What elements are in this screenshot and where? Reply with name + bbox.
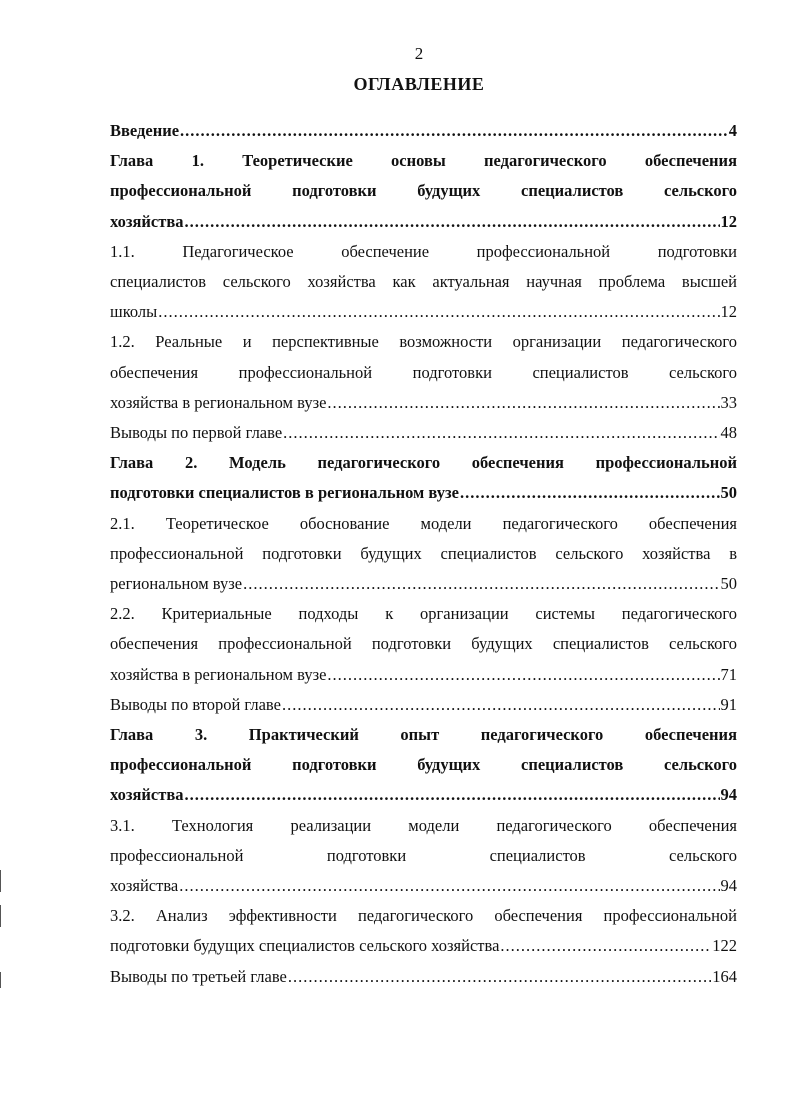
dot-leader — [327, 388, 719, 418]
toc-entry-last-line — [110, 871, 737, 901]
dot-leader — [185, 207, 720, 237]
toc-entry-page-number: 50 — [720, 574, 737, 594]
toc-entry-title: Введение — [110, 121, 180, 140]
toc-entry-text-line: профессиональной подготовки будущих специалистов сельского хозяйства в — [110, 543, 737, 563]
toc-entry-text-line: 3.2. Анализ эффективности педагогического обеспечения профессиональной — [110, 906, 737, 926]
toc-entry-text-line: 1.1. Педагогическое обеспечение профессиональной подготовки — [110, 241, 737, 261]
toc-entry-text-line: специалистов сельского хозяйства как актуальная научная проблема высшей — [110, 272, 737, 292]
dot-leader — [288, 962, 711, 992]
toc-entry[interactable] — [110, 690, 737, 720]
dot-leader — [185, 780, 720, 810]
toc-entry-text-line: 1.2. Реальные и перспективные возможности организации педагогического — [110, 332, 737, 352]
page-number: 2 — [414, 44, 424, 63]
toc-entry[interactable] — [110, 448, 737, 508]
toc-entry[interactable] — [110, 811, 737, 902]
toc-entry-last-line — [110, 388, 737, 418]
toc-entry-last-line — [110, 418, 737, 448]
toc-entry-title: хозяйства в региональном вузе — [110, 664, 327, 684]
toc-entry-title: подготовки специалистов в региональном вузе — [110, 483, 459, 503]
toc-entry-text-line: 2.1. Теоретическое обоснование модели педагогического обеспечения — [110, 513, 737, 533]
toc-entry-page-number: 48 — [720, 423, 737, 443]
toc-entry-last-line — [110, 690, 737, 720]
toc-entry-title: региональном вузе — [110, 574, 243, 594]
toc-entry-last-line — [110, 207, 737, 237]
dot-leader — [158, 297, 719, 327]
toc-entry[interactable] — [110, 116, 737, 146]
toc-entry-last-line — [110, 297, 737, 327]
toc-entry-text-line: профессиональной подготовки будущих специалистов сельского — [110, 181, 737, 201]
toc-entry[interactable] — [110, 962, 737, 992]
toc-entry-last-line — [110, 569, 737, 599]
toc-entry-last-line — [110, 478, 737, 508]
dot-leader — [179, 871, 719, 901]
toc-entry-page-number: 12 — [720, 302, 737, 322]
table-of-contents — [110, 116, 737, 992]
dot-leader — [327, 660, 719, 690]
dot-leader — [283, 418, 719, 448]
toc-entry-title: Выводы по второй главе — [110, 694, 281, 714]
toc-entry-title: школы — [110, 302, 158, 322]
toc-entry-page-number: 94 — [720, 876, 737, 896]
toc-entry-text-line: профессиональной подготовки будущих специалистов сельского — [110, 755, 737, 775]
toc-entry-text-line: профессиональной подготовки специалистов сельского — [110, 845, 737, 865]
toc-entry-page-number: 33 — [720, 392, 737, 412]
toc-entry[interactable] — [110, 720, 737, 811]
toc-entry-title: хозяйства — [110, 876, 179, 896]
toc-entry-title: Выводы по третьей главе — [110, 966, 287, 986]
dot-leader — [180, 116, 728, 146]
scan-mark — [0, 870, 1, 892]
toc-entry[interactable] — [110, 901, 737, 961]
toc-entry[interactable] — [110, 146, 737, 237]
toc-entry-title: Выводы по первой главе — [110, 423, 283, 443]
dot-leader — [282, 690, 720, 720]
toc-entry[interactable] — [110, 327, 737, 418]
toc-entry-title: хозяйства в региональном вузе — [110, 392, 327, 412]
toc-entry-title: хозяйства — [110, 785, 184, 805]
page-title: ОГЛАВЛЕНИЕ — [353, 74, 485, 94]
toc-entry-text-line: обеспечения профессиональной подготовки будущих специалистов сельского — [110, 634, 737, 654]
toc-entry-page-number: 122 — [712, 936, 737, 956]
toc-entry-title: хозяйства — [110, 211, 184, 231]
toc-entry-page-number: 12 — [720, 211, 737, 231]
toc-entry-page-number: 91 — [720, 694, 737, 714]
toc-entry-text-line: 3.1. Технология реализации модели педагогического обеспечения — [110, 815, 737, 835]
toc-entry-text-line: Глава 3. Практический опыт педагогического обеспечения — [110, 725, 737, 745]
toc-entry-title: подготовки будущих специалистов сельского хозяйства — [110, 936, 500, 956]
toc-entry-text-line: Глава 1. Теоретические основы педагогического обеспечения — [110, 151, 737, 171]
toc-entry[interactable] — [110, 599, 737, 690]
toc-entry-last-line — [110, 780, 737, 810]
toc-entry-last-line — [110, 962, 737, 992]
toc-entry-page-number: 4 — [728, 121, 737, 140]
toc-entry-page-number: 164 — [712, 966, 737, 986]
dot-leader — [243, 569, 719, 599]
dot-leader — [460, 478, 720, 508]
toc-entry[interactable] — [110, 418, 737, 448]
dot-leader — [500, 931, 711, 961]
scan-mark — [0, 972, 1, 988]
toc-entry-text-line: Глава 2. Модель педагогического обеспечения профессиональной — [110, 453, 737, 473]
toc-entry-page-number: 94 — [720, 785, 737, 805]
toc-entry-text-line: 2.2. Критериальные подходы к организации системы педагогического — [110, 604, 737, 624]
toc-entry-page-number: 50 — [720, 483, 737, 503]
scan-mark — [0, 905, 1, 927]
toc-entry-last-line — [110, 660, 737, 690]
toc-entry-last-line — [110, 931, 737, 961]
toc-entry[interactable] — [110, 237, 737, 328]
toc-entry-text-line: обеспечения профессиональной подготовки специалистов сельского — [110, 362, 737, 382]
toc-entry-page-number: 71 — [720, 664, 737, 684]
toc-entry-last-line — [110, 116, 737, 146]
toc-entry[interactable] — [110, 509, 737, 600]
